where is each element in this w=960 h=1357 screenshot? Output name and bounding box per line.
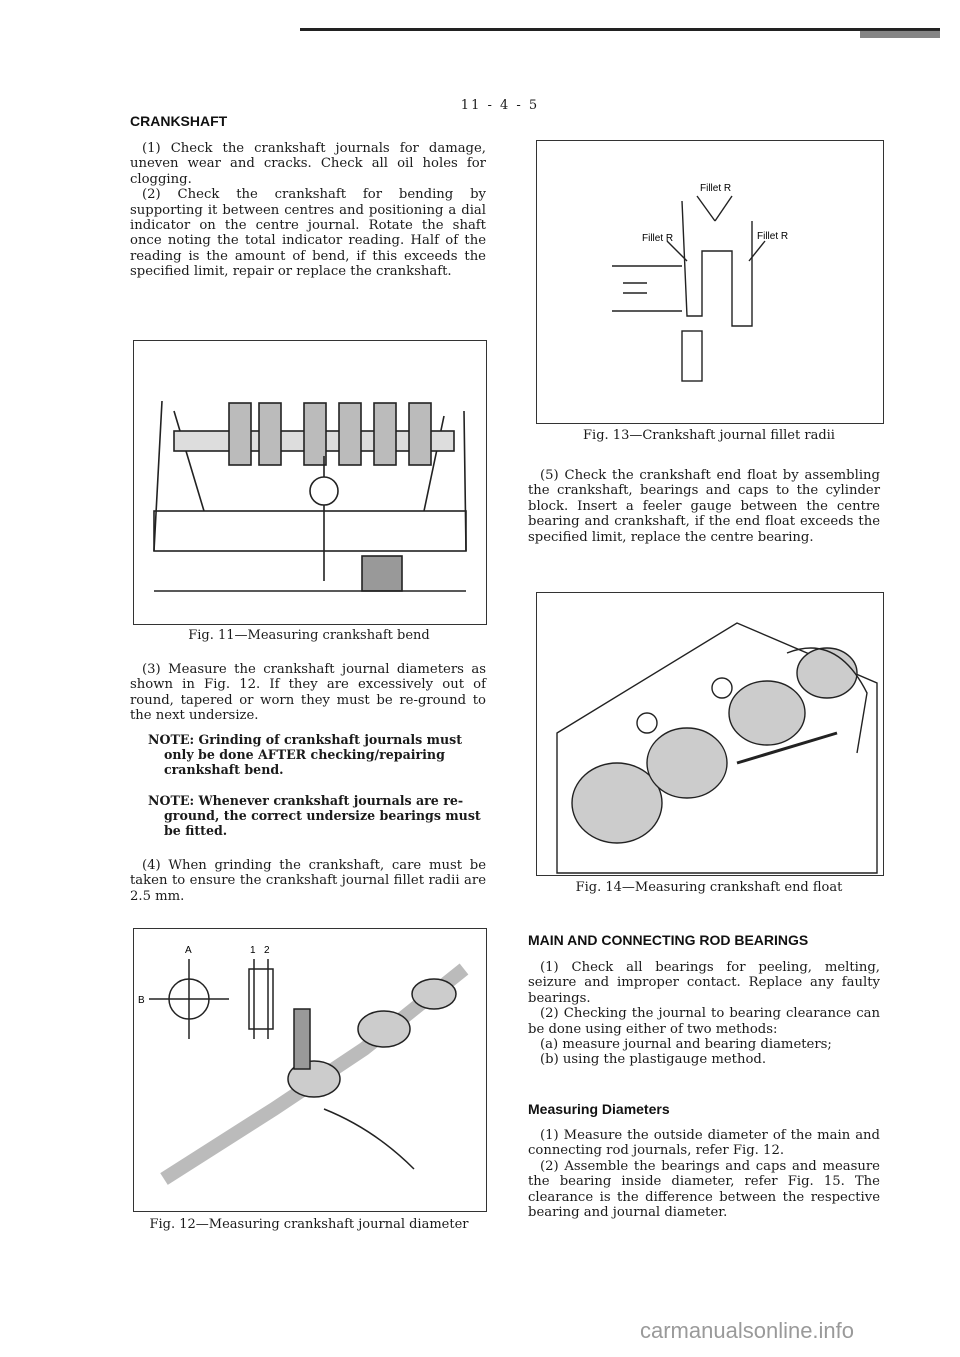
crankshaft-paragraphs — [130, 141, 486, 280]
section-heading-measuring-diameters: Measuring Diameters — [528, 1101, 670, 1117]
figure-13-image — [536, 140, 884, 424]
paragraph-5: (5) Check the crankshaft end float by assembling the crankshaft, bearings and caps to the cylinder block. Insert a feeler gauge between the centre bearing and crankshaft, if the end float exceeds the specified limit, replace the centre bearing. — [528, 468, 880, 545]
note-1-line-a: NOTE: Grinding of crankshaft journals must — [148, 732, 463, 747]
figure-14-caption: Fig. 14—Measuring crankshaft end float — [575, 880, 843, 895]
note-2-line-a: NOTE: Whenever crankshaft journals are re- — [148, 793, 464, 808]
figure-14-image — [536, 592, 884, 876]
paragraph-3-block — [130, 662, 486, 724]
paragraph-4: (4) When grinding the crankshaft, care must be taken to ensure the crankshaft journal fillet radii are 2.5 mm. — [130, 858, 486, 904]
journal-diameter-illustration — [134, 929, 486, 1211]
note-1-line-b: only be done AFTER checking/repairing crankshaft bend. — [164, 747, 445, 777]
paragraph-1: (1) Check the crankshaft journals for damage, uneven wear and cracks. Check all oil holes for clogging. — [130, 141, 486, 187]
crankshaft-bend-illustration — [134, 341, 486, 624]
page-number: 11 - 4 - 5 — [460, 98, 540, 113]
bearings-paragraph-1: (1) Check all bearings for peeling, melting, seizure and improper contact. Replace any faulty bearings. — [528, 960, 880, 1006]
figure-11-image — [133, 340, 487, 625]
fillet-radii-illustration — [537, 141, 883, 423]
note-1 — [148, 732, 488, 777]
top-rule-mark — [860, 30, 940, 38]
paragraph-3: (3) Measure the crankshaft journal diameters as shown in Fig. 12. If they are excessively out of round, tapered or worn they must be re-ground to the next undersize. — [130, 662, 486, 724]
fig13-label-right: Fillet R — [757, 231, 789, 242]
figure-11-caption: Fig. 11—Measuring crankshaft bend — [188, 628, 430, 643]
bearings-paragraphs — [528, 960, 880, 1068]
fig12-label-a: A — [185, 945, 192, 956]
bearings-method-b: (b) using the plastigauge method. — [540, 1052, 767, 1068]
fig12-label-b: B — [138, 995, 145, 1006]
top-rule — [300, 28, 940, 31]
fig12-label-1: 1 — [250, 945, 256, 956]
bearings-method-a: (a) measure journal and bearing diameters; — [540, 1037, 832, 1053]
measuring-paragraph-2: (2) Assemble the bearings and caps and measure the bearing inside diameter, refer Fig. 15. The clearance is the difference between the respective bearing and journal diameter. — [528, 1158, 880, 1221]
note-2 — [148, 793, 488, 838]
note-2-line-b: ground, the correct undersize bearings must be fitted. — [164, 808, 481, 838]
section-heading-bearings: MAIN AND CONNECTING ROD BEARINGS — [528, 932, 809, 948]
figure-12-caption: Fig. 12—Measuring crankshaft journal diameter — [149, 1217, 469, 1232]
paragraph-5-block — [528, 468, 880, 545]
figure-13-caption: Fig. 13—Crankshaft journal fillet radii — [583, 428, 835, 443]
figure-12-image — [133, 928, 487, 1212]
fig12-label-2: 2 — [264, 945, 270, 956]
watermark-text: carmanualsonline.info — [640, 1318, 855, 1343]
measuring-paragraph-1: (1) Measure the outside diameter of the main and connecting rod journals, refer Fig. 12. — [528, 1128, 880, 1159]
end-float-illustration — [537, 593, 883, 875]
fig13-label-left: Fillet R — [642, 233, 674, 244]
measuring-paragraphs — [528, 1128, 880, 1220]
section-heading-crankshaft: CRANKSHAFT — [130, 113, 228, 129]
paragraph-2: (2) Check the crankshaft for bending by supporting it between centres and positioning a dial indicator on the centre journal. Rotate the shaft once noting the total indicator reading. Half of the reading is the amount of bend, if this exceeds the specified limit, repair or replace the crankshaft. — [130, 187, 486, 280]
bearings-paragraph-2: (2) Checking the journal to bearing clearance can be done using either of two methods: — [528, 1006, 880, 1037]
fig13-label-top: Fillet R — [700, 183, 732, 194]
paragraph-4-block — [130, 858, 486, 904]
